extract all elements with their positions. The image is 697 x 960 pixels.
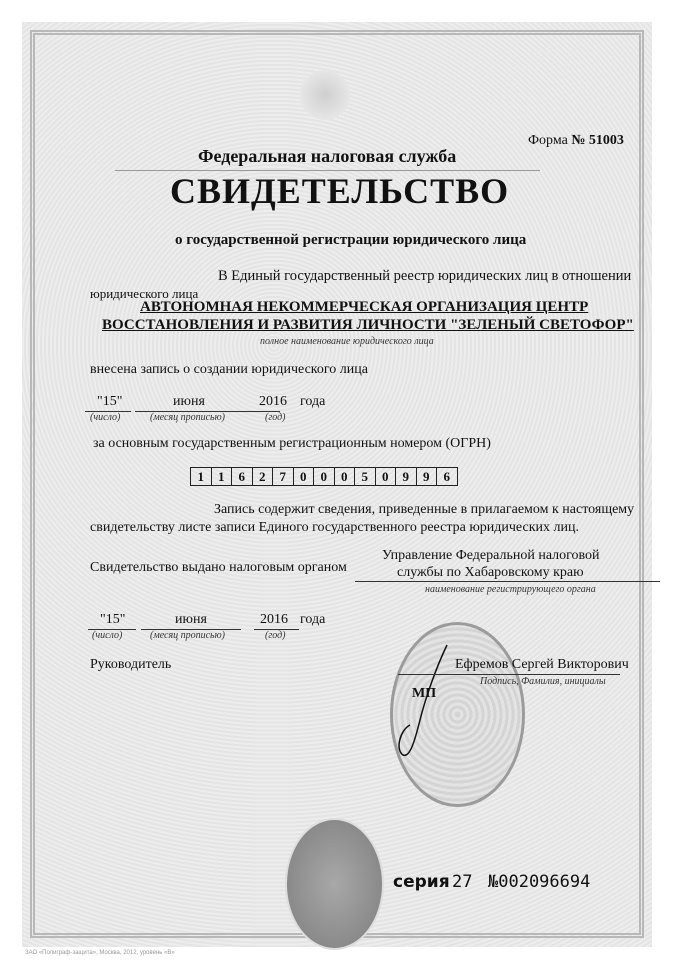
ogrn-digit: 7 [273,468,294,485]
form-number: Форма № 51003 [528,133,624,148]
month-caption: (месяц прописью) [150,412,225,423]
ogrn-digit: 9 [396,468,417,485]
issue-day: "15" [100,612,126,627]
ogrn-digit: 6 [232,468,253,485]
ogrn-digit: 1 [191,468,212,485]
agency-name: Федеральная налоговая служба [198,146,457,166]
underline [355,581,660,582]
issuer-line2: службы по Хабаровскому краю [397,565,584,580]
month-caption: (месяц прописью) [150,630,225,641]
year-caption: (год) [265,412,286,423]
ogrn-digit: 0 [376,468,397,485]
stamp-mark: МП [412,686,437,701]
record-year: 2016 [259,394,287,409]
ogrn-digit: 2 [253,468,274,485]
issuer-line1: Управление Федеральной налоговой [382,548,600,563]
record-year-suffix: года [300,394,326,409]
org-name-line1: АВТОНОМНАЯ НЕКОММЕРЧЕСКАЯ ОРГАНИЗАЦИЯ ЦЕНТР [140,299,589,315]
ogrn-boxes [190,467,458,486]
day-caption: (число) [92,630,123,641]
head-name: Ефремов Сергей Викторович [455,657,629,672]
intro-text: В Единый государственный реестр юридических лиц в отношении [218,268,632,284]
record-month: июня [173,394,205,409]
issue-year-suffix: года [300,612,326,627]
org-name-caption: полное наименование юридического лица [260,336,434,347]
intro-text-2: юридического лица [90,286,199,301]
record-day: "15" [97,394,123,409]
ogrn-digit: 0 [314,468,335,485]
series-label: серия [393,872,450,892]
hologram-emblem-icon [285,818,384,950]
ogrn-digit: 0 [294,468,315,485]
contents-text-2: свидетельству листе записи Единого государственного реестра юридических лиц. [90,520,579,535]
top-emblem-icon [300,70,350,120]
contents-text: Запись содержит сведения, приведенные в прилагаемом к настоящему [214,502,635,517]
issue-month: июня [175,612,207,627]
ogrn-digit: 1 [212,468,233,485]
underline [398,674,620,675]
document-subtitle: о государственной регистрации юридического лица [175,232,527,248]
ogrn-label: за основным государственным регистрационным номером (ОГРН) [93,436,491,451]
issue-year: 2016 [260,612,288,627]
serial-number: №002096694 [488,872,591,892]
day-caption: (число) [90,412,121,423]
ogrn-digit: 6 [443,469,450,484]
printer-note: ЗАО «Полиграф-защита», Москва, 2012, уровень «В» [25,950,175,956]
issuer-caption: наименование регистрирующего органа [425,584,596,595]
record-text: внесена запись о создании юридического лица [90,362,368,377]
issued-by-label: Свидетельство выдано налоговым органом [90,560,347,575]
year-caption: (год) [265,630,286,641]
head-label: Руководитель [90,657,172,672]
head-caption: Подпись, Фамилия, инициалы [480,676,606,687]
ogrn-digit: 0 [335,468,356,485]
document-title: СВИДЕТЕЛЬСТВО [170,171,510,211]
series-value: 27 [452,872,473,892]
ogrn-digit: 5 [355,468,376,485]
ogrn-digit: 9 [417,468,438,485]
org-name-line2: ВОССТАНОВЛЕНИЯ И РАЗВИТИЯ ЛИЧНОСТИ "ЗЕЛЕНЫЙ СВЕТОФОР" [102,317,634,333]
